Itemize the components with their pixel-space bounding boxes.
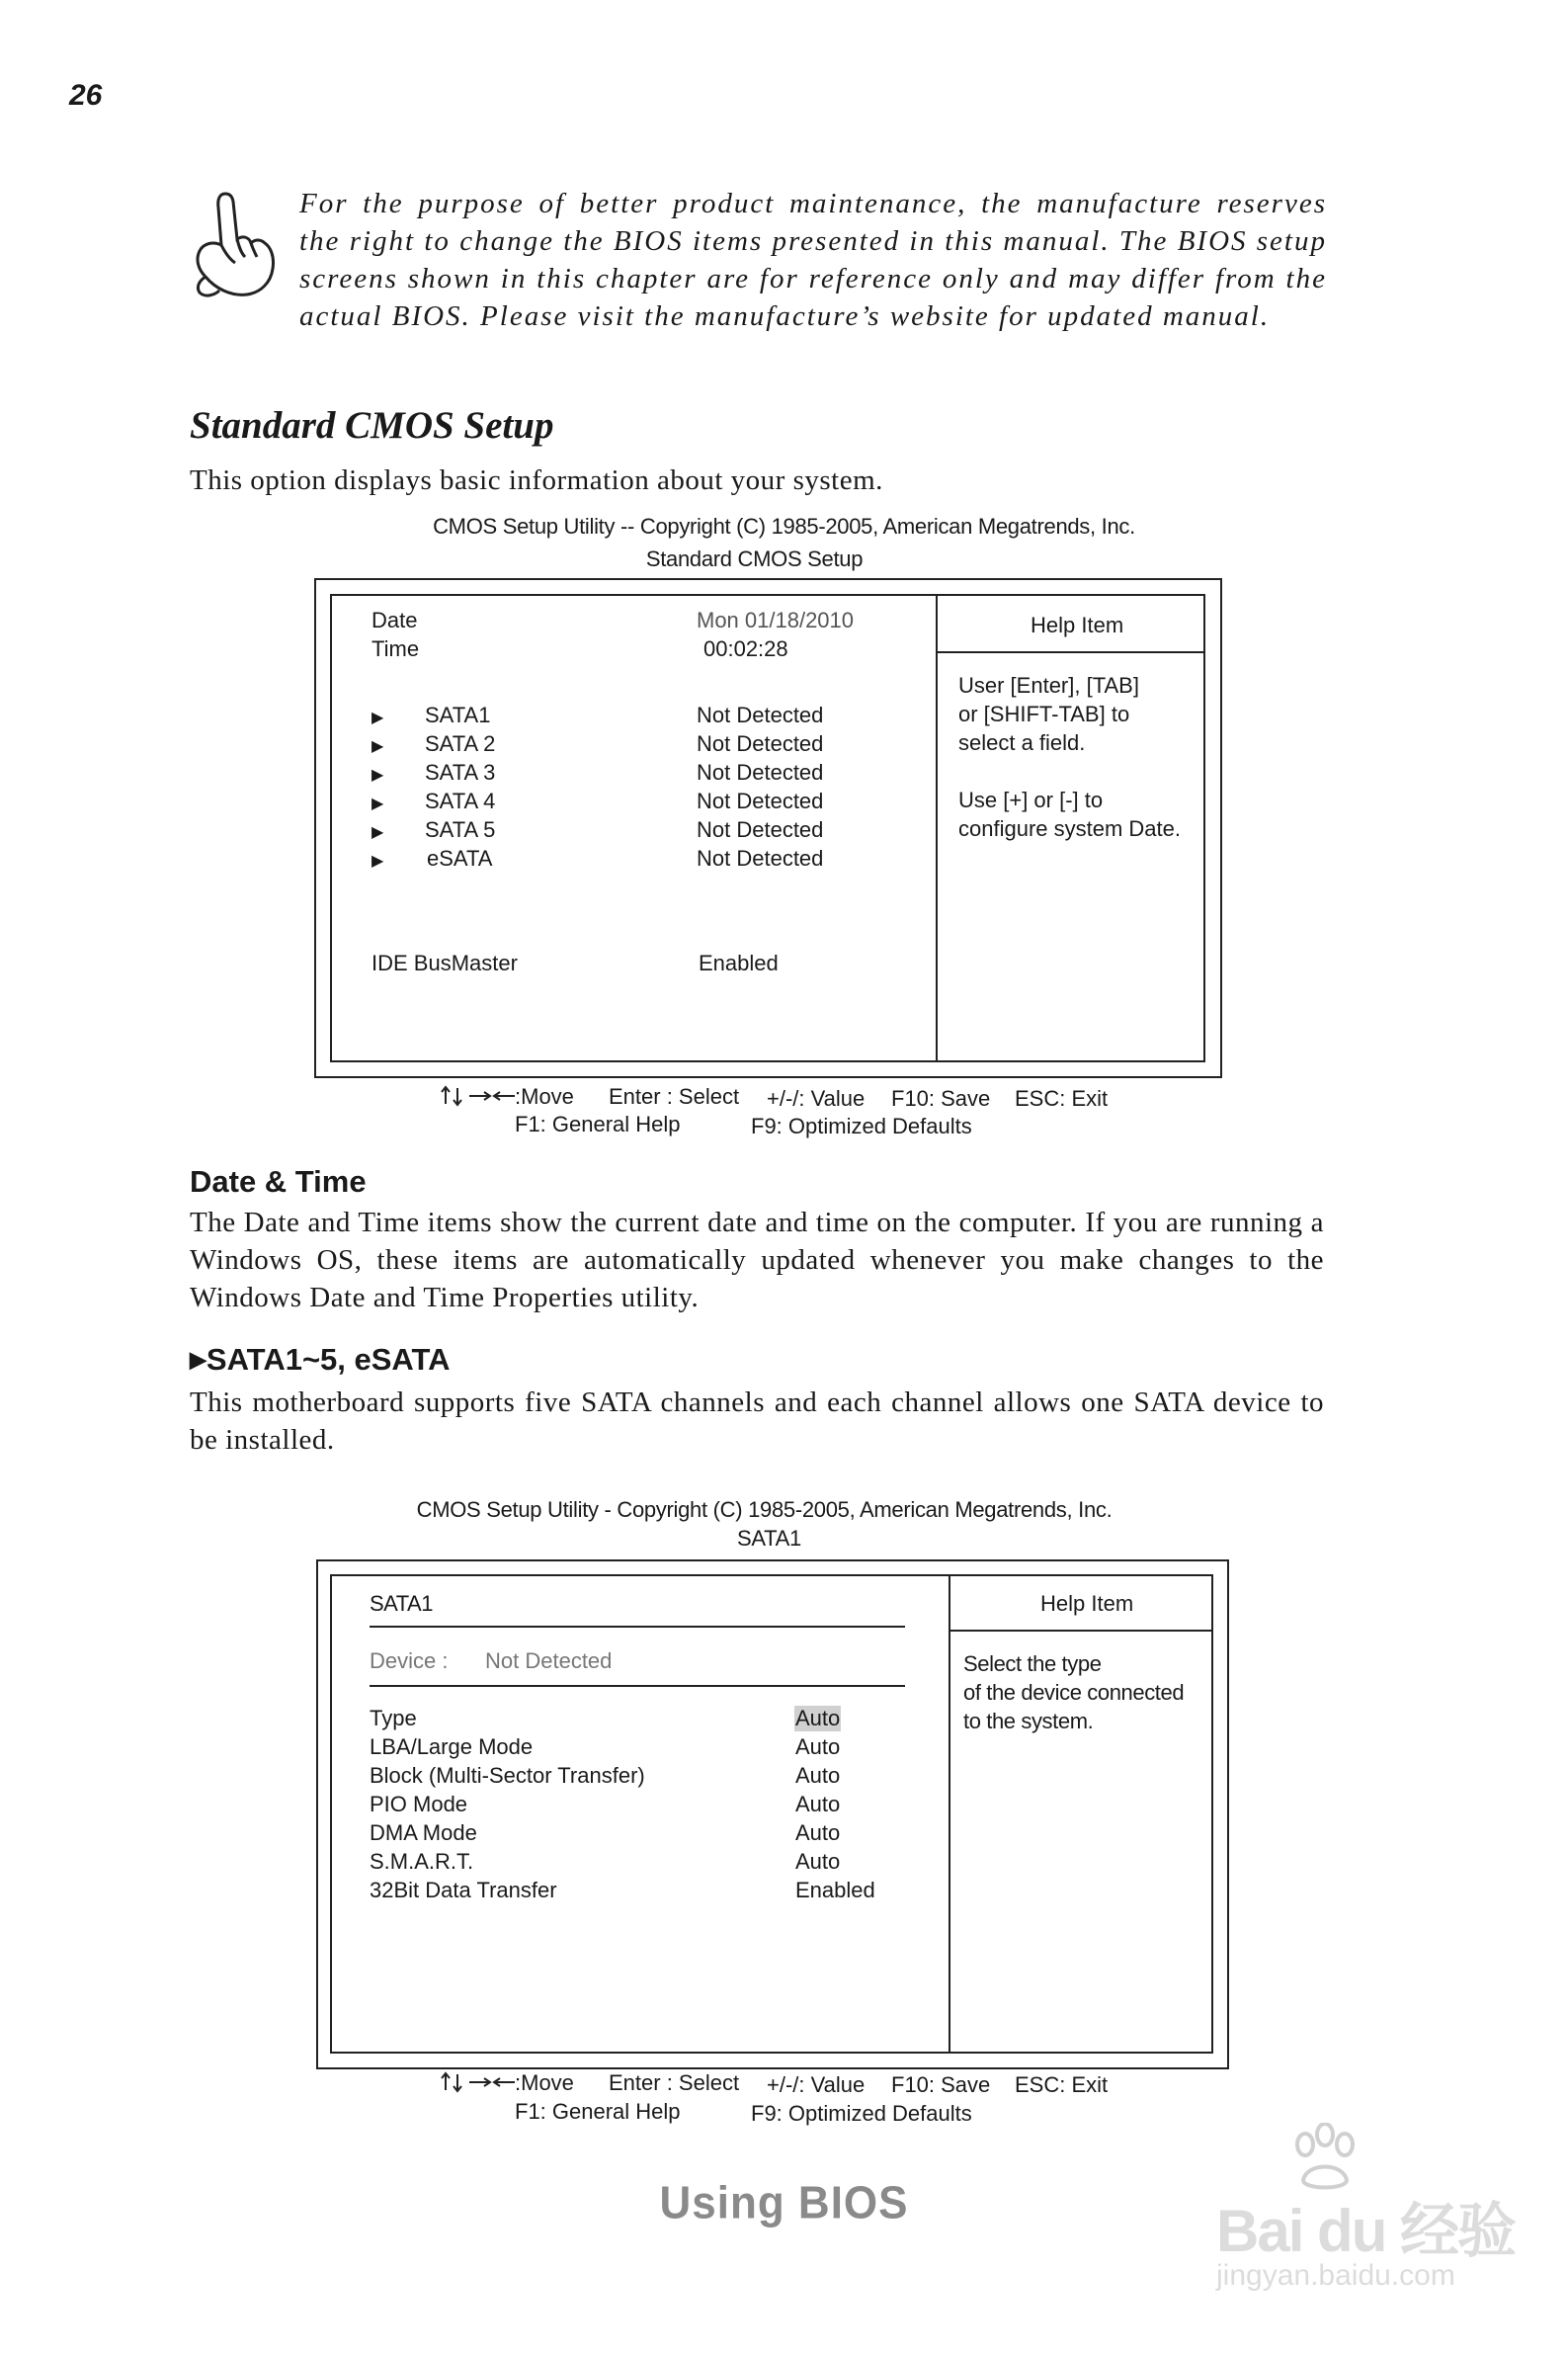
- screen1-caption-line2: Standard CMOS Setup: [645, 546, 864, 571]
- key-move: :Move: [515, 2070, 574, 2095]
- key-exit: ESC: Exit: [1015, 2072, 1109, 2097]
- screen2-caption-line1: CMOS Setup Utility - Copyright (C) 1985-2005, American Megatrends, Inc.: [416, 1497, 1113, 1522]
- sata2-label[interactable]: SATA 2: [425, 731, 496, 756]
- help-line: configure system Date.: [958, 816, 1181, 841]
- block-mode-value[interactable]: Auto: [795, 1763, 841, 1788]
- help-title-rule: [950, 1630, 1211, 1632]
- key-save: F10: Save: [891, 2072, 991, 2097]
- ide-busmaster-label[interactable]: IDE BusMaster: [371, 951, 518, 975]
- sata3-value: Not Detected: [697, 760, 824, 785]
- type-value[interactable]: Auto: [795, 1706, 841, 1730]
- footer-chapter-title: Using BIOS: [659, 2177, 909, 2229]
- key-exit: ESC: Exit: [1015, 1086, 1109, 1111]
- key-move: :Move: [515, 1084, 574, 1109]
- 32bit-transfer-value[interactable]: Enabled: [795, 1878, 875, 1902]
- block-mode-label[interactable]: Block (Multi-Sector Transfer): [370, 1763, 645, 1788]
- smart-label[interactable]: S.M.A.R.T.: [370, 1849, 474, 1874]
- watermark-url: jingyan.baidu.com: [1216, 2259, 1455, 2292]
- date-time-heading: Date & Time: [190, 1164, 367, 1199]
- sata5-value: Not Detected: [697, 817, 824, 842]
- submenu-arrow-icon: ▶: [371, 853, 384, 870]
- date-time-text: The Date and Time items show the current date and time on the computer. If you are running a Windows OS, these items are automatically updated whenever you make changes to the Windows Date and Time Properties utility.: [190, 1207, 1324, 1313]
- time-value[interactable]: 00:02:28: [703, 636, 788, 661]
- help-title-rule: [938, 651, 1203, 653]
- sata5-label[interactable]: SATA 5: [425, 817, 496, 842]
- date-value[interactable]: Mon 01/18/2010: [697, 608, 855, 632]
- ide-busmaster-value: Enabled: [699, 951, 779, 975]
- help-line: select a field.: [958, 730, 1086, 755]
- sata3-label[interactable]: SATA 3: [425, 760, 496, 785]
- device-value: Not Detected: [485, 1648, 613, 1673]
- submenu-arrow-icon: ▶: [371, 738, 384, 755]
- section-intro: This option displays basic information about your system.: [190, 464, 883, 496]
- date-label: Date: [371, 608, 418, 632]
- section-title: Standard CMOS Setup: [190, 404, 554, 447]
- device-rule: [370, 1685, 905, 1687]
- key-select: Enter : Select: [609, 2070, 740, 2095]
- sata-text: This motherboard supports five SATA channels and each channel allows one SATA device to be installed.: [190, 1387, 1324, 1456]
- submenu-arrow-icon: ▶: [371, 710, 384, 726]
- device-label: Device :: [370, 1648, 449, 1673]
- paw-logo-icon: [1285, 2123, 1364, 2192]
- key-help: F1: General Help: [515, 1112, 681, 1136]
- submenu-arrow-icon: ▶: [371, 796, 384, 812]
- help-line: of the device connected: [963, 1680, 1185, 1705]
- sata2-value: Not Detected: [697, 731, 824, 756]
- lba-mode-value[interactable]: Auto: [795, 1734, 841, 1759]
- help-divider: [949, 1576, 950, 2052]
- page-number: 26: [69, 79, 103, 112]
- sata1-label[interactable]: SATA1: [425, 703, 491, 727]
- dma-mode-label[interactable]: DMA Mode: [370, 1820, 477, 1845]
- submenu-arrow-icon: ▶: [371, 767, 384, 784]
- baidu-watermark: [1216, 2123, 1516, 2301]
- type-label[interactable]: Type: [370, 1706, 417, 1730]
- submenu-arrow-icon: ▶: [371, 824, 384, 841]
- key-save: F10: Save: [891, 1086, 991, 1111]
- help-line: to the system.: [963, 1709, 1094, 1733]
- screen1-caption-line1: CMOS Setup Utility -- Copyright (C) 1985-2005, American Megatrends, Inc.: [433, 514, 1135, 539]
- sata4-label[interactable]: SATA 4: [425, 789, 496, 813]
- esata-value: Not Detected: [697, 846, 824, 871]
- key-defaults: F9: Optimized Defaults: [751, 2101, 972, 2126]
- help-line: User [Enter], [TAB]: [958, 673, 1139, 698]
- screen2-caption-line2: SATA1: [737, 1526, 801, 1551]
- dma-mode-value[interactable]: Auto: [795, 1820, 841, 1845]
- navigation-arrows-icon: [440, 2070, 519, 2094]
- watermark-brand: Bai du 经验: [1216, 2198, 1516, 2264]
- pio-mode-label[interactable]: PIO Mode: [370, 1792, 468, 1816]
- help-title: Help Item: [1040, 1591, 1134, 1616]
- key-defaults: F9: Optimized Defaults: [751, 1114, 972, 1138]
- sata4-value: Not Detected: [697, 789, 824, 813]
- sata1-value: Not Detected: [697, 703, 824, 727]
- submenu-arrow-icon: ▶: [190, 1347, 206, 1372]
- esata-label[interactable]: eSATA: [427, 846, 493, 871]
- title-rule: [370, 1626, 905, 1628]
- help-divider: [936, 596, 938, 1060]
- pio-mode-value[interactable]: Auto: [795, 1792, 841, 1816]
- sata-heading: ▶SATA1~5, eSATA: [190, 1342, 451, 1377]
- pointing-hand-icon: [186, 188, 281, 304]
- 32bit-transfer-label[interactable]: 32Bit Data Transfer: [370, 1878, 557, 1902]
- sata1-panel-title: SATA1: [370, 1591, 433, 1616]
- help-title: Help Item: [1031, 613, 1124, 637]
- maintenance-note: For the purpose of better product maintenance, the manufacture reserves the right to change the BIOS items presented in this manual. The BIOS setup screens shown in this chapter are for reference only and may differ from the actual BIOS. Please visit the manufacture’s website for updated manual.: [299, 188, 1327, 332]
- time-label: Time: [371, 636, 420, 661]
- help-line: Select the type: [963, 1651, 1102, 1676]
- navigation-arrows-icon: [440, 1084, 519, 1108]
- key-help: F1: General Help: [515, 2099, 681, 2124]
- key-select: Enter : Select: [609, 1084, 740, 1109]
- help-line: Use [+] or [-] to: [958, 788, 1104, 812]
- lba-mode-label[interactable]: LBA/Large Mode: [370, 1734, 534, 1759]
- smart-value[interactable]: Auto: [795, 1849, 841, 1874]
- key-value: +/-/: Value: [767, 2072, 866, 2097]
- key-value: +/-/: Value: [767, 1086, 866, 1111]
- help-line: or [SHIFT-TAB] to: [958, 702, 1130, 726]
